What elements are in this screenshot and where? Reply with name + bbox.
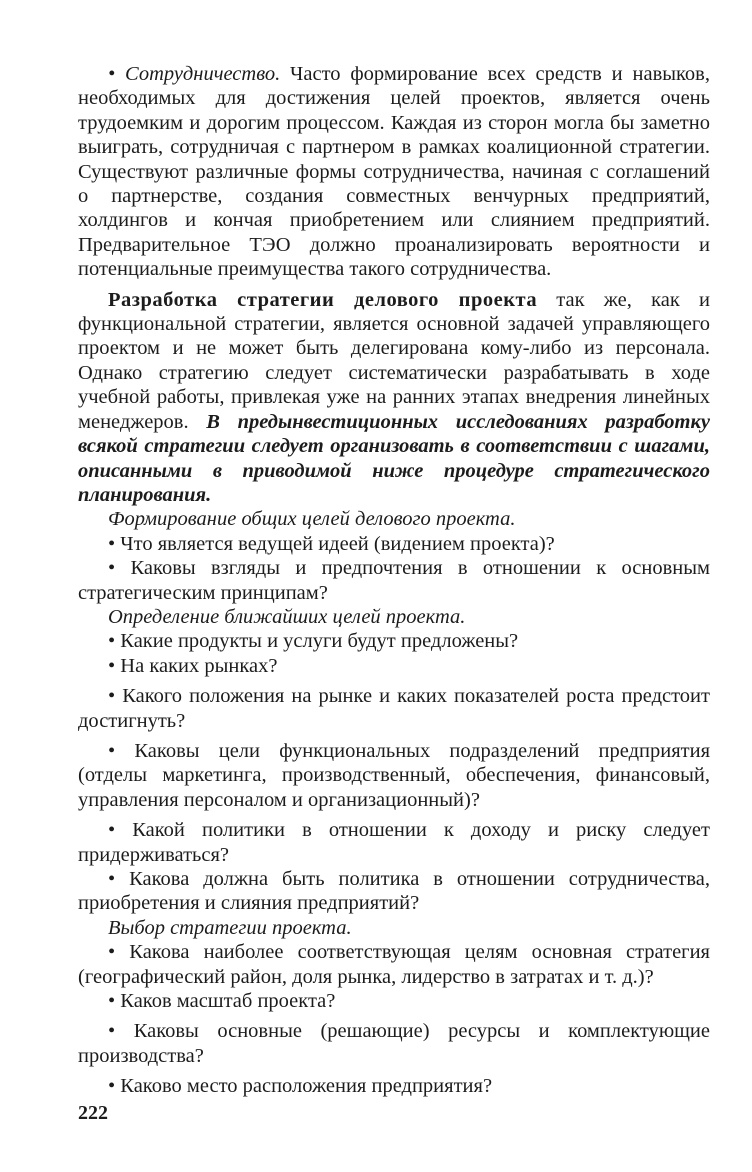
list-item: • Какого положения на рынке и каких показателей роста предстоит достигнуть? — [78, 685, 710, 732]
paragraph-cooperation — [78, 62, 710, 282]
page-text — [78, 62, 710, 1099]
list-item: • Какова наиболее соответствующая целям основная стратегия (географический район, доля рынка, лидерство в затратах и т. д.)? — [78, 941, 710, 988]
strategy-bold-term: Разработка стратегии делового проекта — [108, 288, 538, 311]
list-item: • Каковы основные (решающие) ресурсы и комплектующие производства? — [78, 1020, 710, 1067]
section-heading-goals: Формирование общих целей делового проекта. — [108, 508, 516, 531]
list-item: • Какие продукты и услуги будут предложены? — [108, 630, 519, 653]
cooperation-body: Часто формирование всех средств и навыков, необходимых для достижения целей проектов, является очень трудоемким и дорогим процессом. Каждая из сторон могла бы заметно выиграть, сотрудничая с партнером в рамках коалиционной стратегии. Существуют различные формы сотрудничества, начиная с соглашений о партнерстве, создания совместных венчурных предприятий, холдингов и кончая приобретением или слиянием предприятий. Предварительное ТЭО должно проанализировать вероятности и потенциальные преимущества такого сотрудничества. — [78, 63, 710, 281]
strategy-bold-italic: В предынвестиционных исследованиях разработку всякой стратегии следует организовать в соответствии с шагами, описанными в приводимой ниже процедуре стратегического планирования. — [78, 410, 710, 506]
paragraph-strategy-development — [78, 288, 710, 508]
page-number: 222 — [78, 1102, 108, 1124]
list-item: • Какой политики в отношении к доходу и риску следует придерживаться? — [78, 819, 710, 866]
list-item: • Что является ведущей идеей (видением проекта)? — [108, 532, 555, 555]
section-heading-strategy-choice: Выбор стратегии проекта. — [108, 916, 352, 939]
list-item: • Каков масштаб проекта? — [108, 990, 336, 1013]
list-item: • Каковы взгляды и предпочтения в отношении к основным стратегическим принципам? — [78, 557, 710, 604]
section-heading-objectives: Определение ближайших целей проекта. — [108, 605, 466, 628]
list-item: • Каковы цели функциональных подразделений предприятия (отделы маркетинга, производственный, обеспечения, финансовый, управления персоналом и организационный)? — [78, 739, 710, 811]
strategy-body: так же, как и функциональной стратегии, является основной задачей управляющего проектом и не может быть делегирована кому-либо из персонала. Однако стратегию следует систематически разрабатывать в ходе учебной работы, привлекая уже на ранних этапах внедрения линейных менеджеров. — [78, 288, 710, 433]
list-item: • Каково место расположения предприятия? — [108, 1075, 493, 1098]
cooperation-lead: • Сотрудничество. — [108, 63, 281, 85]
list-item: • Какова должна быть политика в отношении сотрудничества, приобретения и слияния предприятий? — [78, 868, 710, 915]
list-item: • На каких рынках? — [108, 654, 278, 677]
